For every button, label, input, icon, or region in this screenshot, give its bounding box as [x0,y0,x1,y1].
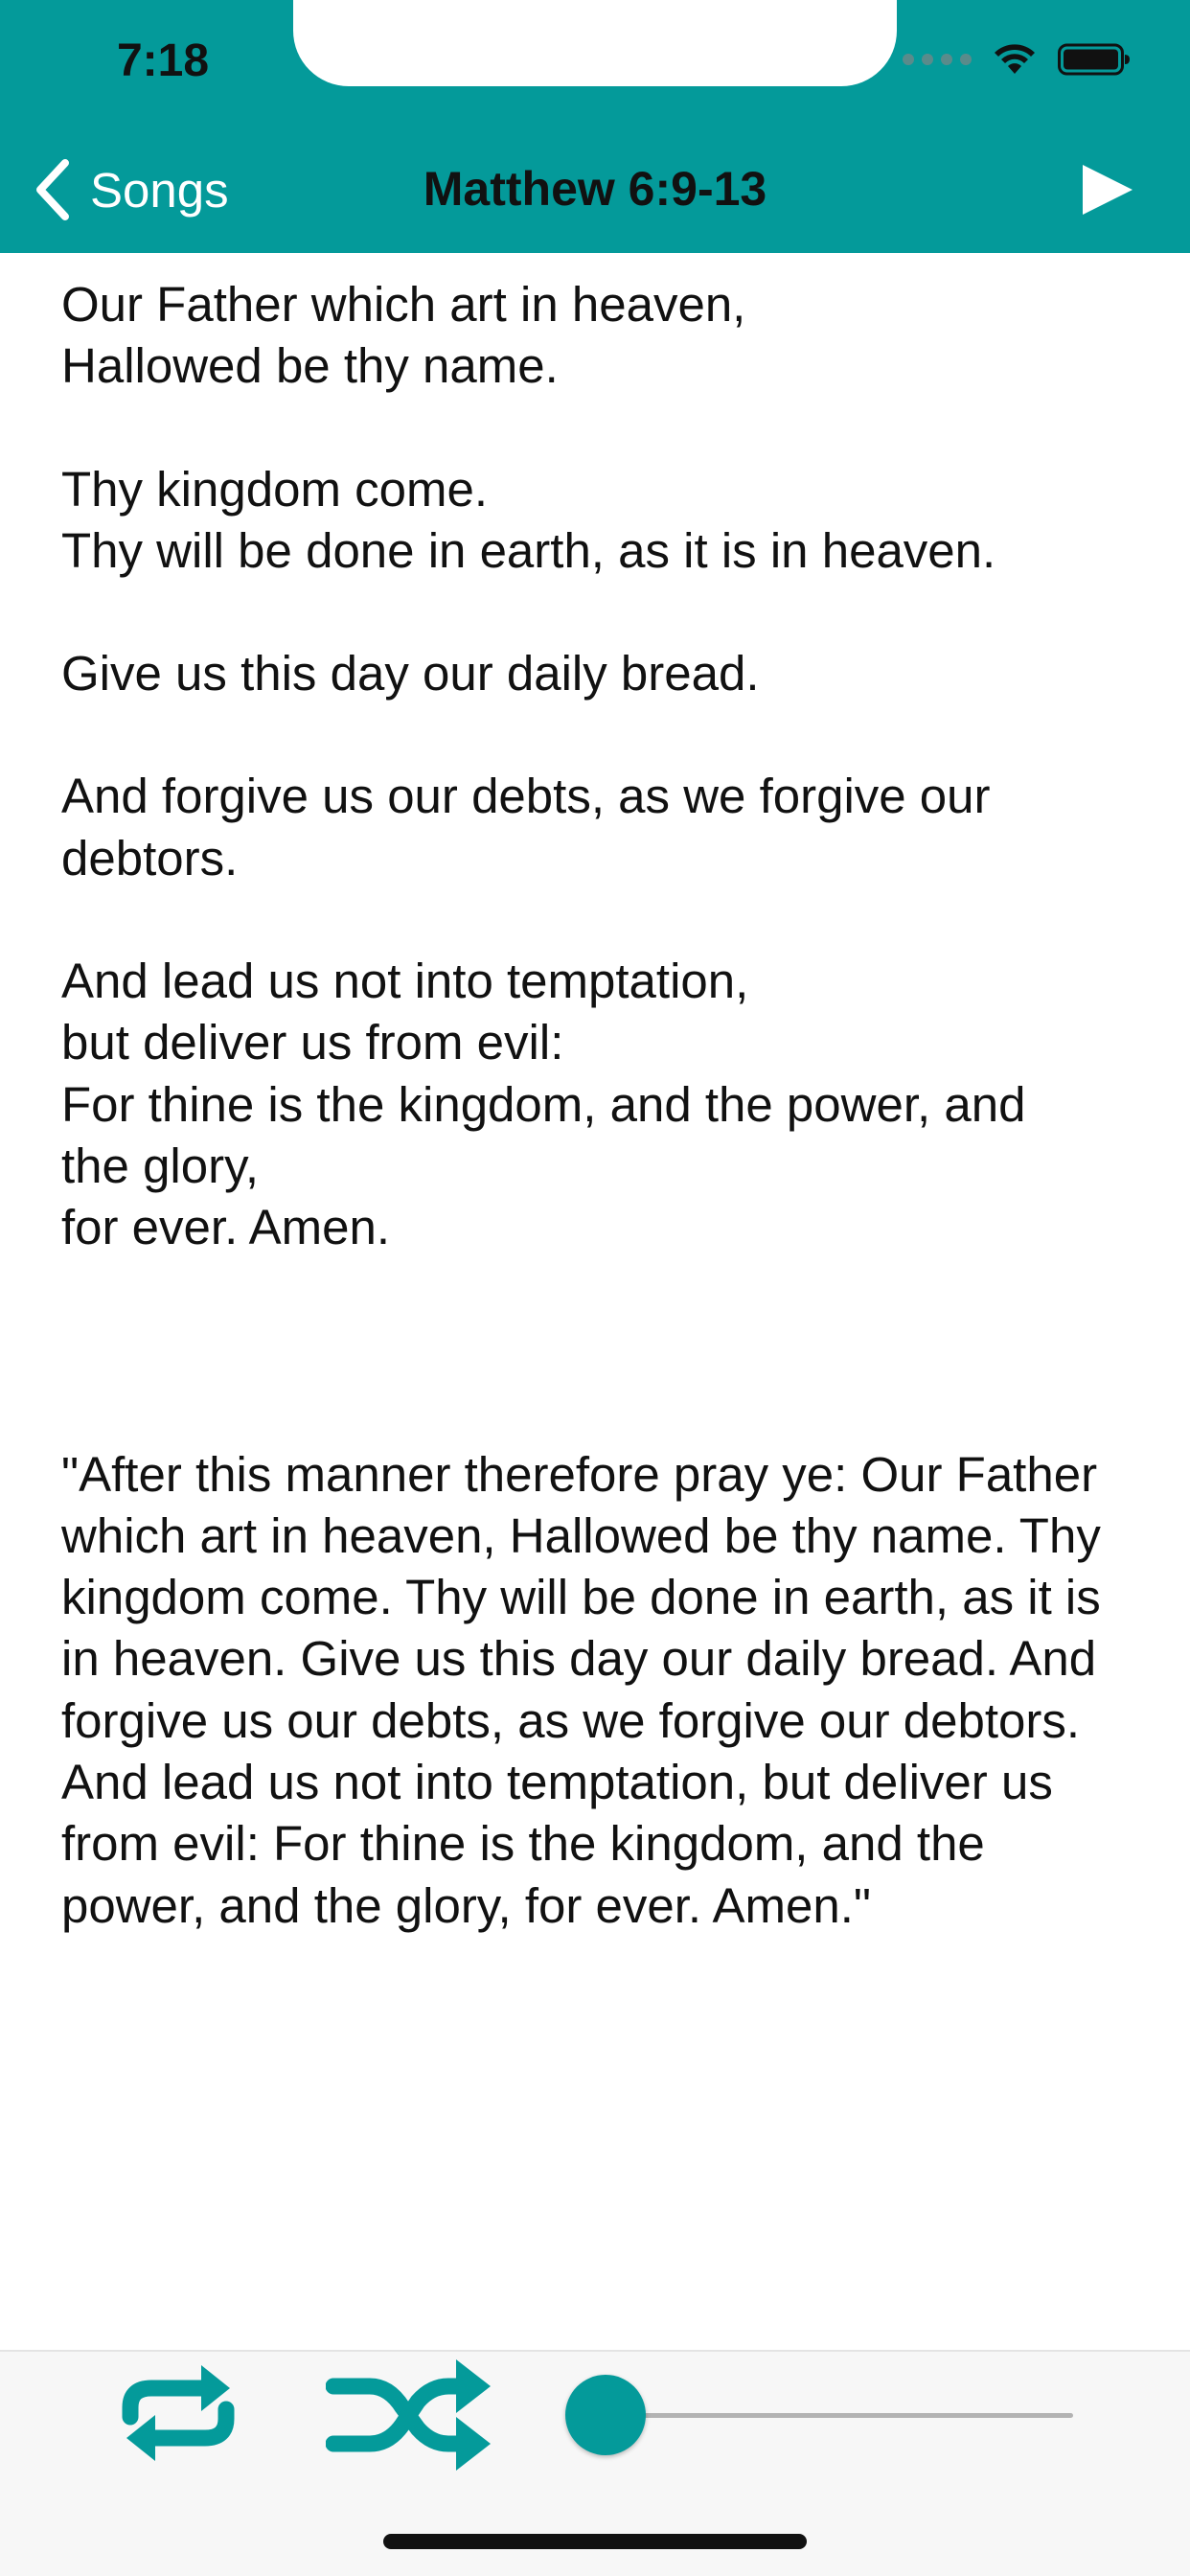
lyric-line: And forgive us our debts, as we forgive our [61,769,991,824]
device-notch [293,0,897,86]
lyrics-content [61,274,1134,1937]
slider-thumb[interactable] [565,2375,646,2455]
lyric-line: but deliver us from evil: [61,1015,564,1070]
lyric-line: Give us this day our daily bread. [61,646,760,702]
battery-icon [1058,42,1131,77]
shuffle-icon [333,2359,491,2471]
chevron-left-icon [34,159,71,220]
lyric-line: And lead us not into temptation, [61,954,749,1009]
header-bar [0,0,1190,253]
home-indicator [383,2534,807,2549]
status-icons [903,42,1131,77]
back-button-label: Songs [90,162,229,218]
lyric-line: the glory, [61,1138,259,1193]
back-button[interactable] [34,153,229,226]
shuffle-button[interactable] [326,2354,494,2472]
repeat-icon [126,2365,230,2461]
scripture-paragraph: "After this manner therefore pray ye: Our Father which art in heaven, Hallowed be thy name. Thy kingdom come. Thy will be done in earth, as it is in heaven. Give us this day our daily bread. And forgive us our debts, as we forgive our debtors. And lead us not into temptation, but deliver us from evil: For thine is the kingdom, and the power, and the glory, for ever. Amen." [61,1446,1101,1933]
page-title: Matthew 6:9-13 [423,162,767,216]
status-time: 7:18 [116,35,210,86]
cellular-signal-icon [903,54,972,65]
repeat-button[interactable] [109,2358,247,2469]
lyric-line: Thy kingdom come. [61,461,489,517]
progress-slider[interactable] [565,2375,1073,2455]
lyric-line: Hallowed be thy name. [61,338,559,394]
lyric-line: Thy will be done in earth, as it is in heaven. [61,522,996,578]
play-button[interactable] [1079,161,1136,218]
slider-track [604,2413,1073,2418]
wifi-icon [993,43,1037,76]
lyric-line: for ever. Amen. [61,1200,391,1255]
lyric-line: debtors. [61,830,239,886]
lyric-line: For thine is the kingdom, and the power, and [61,1076,1026,1132]
lyric-line: Our Father which art in heaven, [61,277,746,332]
